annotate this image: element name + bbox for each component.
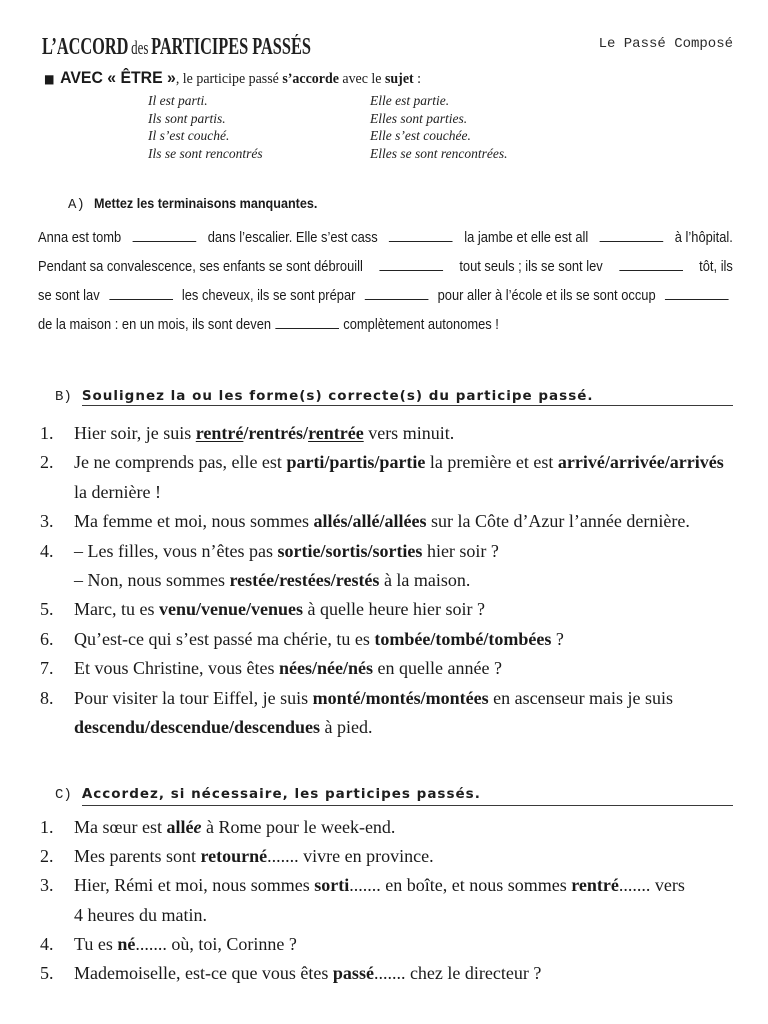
- rule-text: [60, 70, 421, 87]
- title-part: L’ACCORD: [42, 34, 129, 60]
- text-segment: la dernière !: [74, 481, 161, 502]
- exercise-item: [40, 813, 740, 842]
- exercise-item: [40, 595, 740, 624]
- bold-text: rentré: [571, 875, 619, 896]
- exercise-item: [40, 842, 740, 871]
- exercise-instruction: Soulignez la ou les forme(s) correcte(s) du participe passé.: [81, 388, 594, 404]
- item-text: [74, 537, 740, 596]
- item-number: 4.: [40, 540, 54, 561]
- item-line: [74, 684, 740, 713]
- item-line: [74, 901, 740, 930]
- exercise-label: C): [55, 787, 72, 803]
- item-text: [74, 448, 740, 507]
- text-segment: avec le: [338, 71, 385, 87]
- item-line: [74, 813, 740, 842]
- text-segment: Et vous Christine, vous êtes: [74, 658, 279, 679]
- text-segment: Ma sœur est: [74, 817, 167, 837]
- bold-text: descendu/descendue/descendues: [74, 716, 321, 737]
- blank-line: [600, 228, 664, 242]
- item-number: 3.: [40, 511, 54, 532]
- item-number: 3.: [40, 875, 54, 896]
- item-text: [74, 930, 740, 959]
- item-text: [74, 419, 740, 448]
- exercise-instruction: Accordez, si nécessaire, les participes passés.: [81, 786, 481, 802]
- exercise-item: [40, 684, 740, 743]
- underlined-answer: rentrée: [308, 423, 364, 443]
- bold-text: retourné: [200, 846, 268, 867]
- bold-text: monté/montés/montées: [312, 687, 489, 708]
- text-segment: Mademoiselle, est-ce que vous êtes: [74, 962, 333, 983]
- item-number: 1.: [40, 423, 54, 443]
- examples-masculine: [148, 92, 263, 162]
- item-line: [74, 625, 740, 654]
- text-segment: tout seuls ; ils se sont lev: [459, 258, 603, 275]
- bold-text: allés/allé/allées: [313, 511, 427, 532]
- bold-text: allé: [166, 817, 194, 837]
- text-segment: Marc, tu es: [74, 599, 159, 620]
- blank-line: [133, 228, 197, 242]
- text-segment: – Non, nous sommes: [74, 569, 230, 590]
- example-sentence: Elles sont parties.: [370, 110, 468, 126]
- paragraph-body: [38, 223, 733, 339]
- bold-text: venu/venue/venues: [158, 599, 304, 620]
- item-line: [74, 871, 740, 900]
- example-sentence: Elle est partie.: [370, 93, 450, 108]
- bold-text: né: [117, 933, 136, 954]
- text-segment: Anna est tomb: [38, 229, 122, 246]
- text-segment: Je ne comprends pas, elle est: [74, 452, 287, 473]
- text-segment: en quelle année ?: [373, 658, 502, 679]
- item-line: [74, 842, 740, 871]
- item-line: [74, 537, 740, 566]
- exercise-item: [40, 507, 740, 536]
- paragraph-line: [38, 281, 733, 310]
- examples-feminine: [370, 92, 507, 162]
- title-part: des: [131, 38, 149, 59]
- grammar-rule: [44, 68, 421, 89]
- rule-emphasis: AVEC « ÊTRE »: [60, 68, 176, 87]
- bold-text: passé: [332, 962, 374, 983]
- blank-line: [379, 257, 443, 271]
- text-segment: , le participe passé: [175, 71, 283, 87]
- title-part: PARTICIPES PASSÉS: [151, 34, 311, 60]
- item-line: [74, 595, 740, 624]
- bold-text: restée/restées/restés: [229, 569, 380, 590]
- item-text: [74, 813, 740, 842]
- text-segment: les cheveux, ils se sont prépar: [181, 287, 356, 304]
- item-text: [74, 684, 740, 743]
- heading-underline: [82, 405, 733, 406]
- bold-text: sortie/sortis/sorties: [277, 540, 423, 561]
- bold-text: s’accorde: [282, 71, 339, 87]
- blank-line: [109, 286, 173, 300]
- text-segment: ....... chez le directeur ?: [373, 962, 542, 983]
- square-bullet-icon: ■: [44, 72, 55, 86]
- text-segment: à quelle heure hier soir ?: [303, 599, 485, 620]
- item-line: [74, 959, 740, 988]
- text-segment: tôt, ils: [699, 258, 733, 275]
- exercise-instruction: Mettez les terminaisons manquantes.: [93, 195, 318, 211]
- text-segment: Pour visiter la tour Eiffel, je suis: [74, 687, 313, 708]
- item-text: [74, 595, 740, 624]
- blank-line: [275, 315, 339, 329]
- text-segment: à l’hôpital.: [674, 229, 733, 246]
- text-segment: à la maison.: [379, 569, 471, 590]
- text-segment: Ma femme et moi, nous sommes: [74, 511, 314, 532]
- bold-text: sujet: [384, 71, 414, 87]
- paragraph-line: [38, 252, 733, 281]
- item-line: [74, 478, 740, 507]
- item-number: 8.: [40, 687, 54, 708]
- exercise-c-heading: [55, 784, 481, 805]
- exercise-b-heading: [55, 386, 594, 407]
- item-text: [74, 654, 740, 683]
- bold-text: sorti: [314, 875, 350, 896]
- bold-text: arrivé/arrivée/arrivés: [557, 452, 724, 473]
- heading-underline: [82, 805, 733, 806]
- exercise-item: [40, 448, 740, 507]
- item-number: 5.: [40, 962, 54, 983]
- text-segment: ....... vivre en province.: [267, 846, 434, 867]
- bold-text: tombée/tombé/tombées: [374, 628, 552, 649]
- text-segment: Hier, Rémi et moi, nous sommes: [74, 875, 315, 896]
- bold-text: nées/née/nés: [279, 658, 373, 679]
- item-number: 2.: [40, 846, 54, 867]
- exercise-item: [40, 930, 740, 959]
- item-line: [74, 654, 740, 683]
- item-number: 2.: [40, 452, 54, 473]
- item-line: [74, 713, 740, 742]
- text-segment: ....... vers: [618, 875, 685, 896]
- chapter-label: Le Passé Composé: [598, 36, 733, 52]
- item-text: [74, 959, 740, 988]
- text-segment: pour aller à l’école et ils se sont occup: [437, 287, 656, 304]
- text-segment: sur la Côte d’Azur l’année dernière.: [426, 511, 690, 532]
- exercise-c-list: [40, 813, 740, 988]
- example-sentence: Elle s’est couchée.: [370, 128, 471, 143]
- item-text: [74, 842, 740, 871]
- exercise-label: A): [68, 197, 85, 213]
- exercise-item: [40, 959, 740, 988]
- text-segment: en ascenseur mais je suis: [488, 687, 674, 708]
- exercise-item: [40, 537, 740, 596]
- example-sentence: Elles se sont rencontrées.: [370, 145, 508, 161]
- item-number: 7.: [40, 658, 54, 679]
- text-segment: à Rome pour le week-end.: [201, 817, 396, 837]
- text-segment: à pied.: [320, 716, 373, 737]
- exercise-b-list: [40, 419, 740, 742]
- text-segment: la jambe et elle est all: [464, 229, 589, 246]
- text-segment: dans l’escalier. Elle s’est cass: [207, 229, 378, 246]
- underlined-answer: rentré: [195, 423, 244, 443]
- item-text: [74, 871, 740, 929]
- text-segment: ....... où, toi, Corinne ?: [135, 933, 297, 954]
- blank-line: [665, 286, 729, 300]
- text-segment: ?: [551, 628, 564, 649]
- text-segment: la première et est: [425, 452, 558, 473]
- paragraph-line: [38, 310, 733, 339]
- text-segment: Qu’est-ce qui s’est passé ma chérie, tu es: [74, 628, 375, 649]
- exercise-a-paragraph: [38, 223, 738, 343]
- text-segment: Hier soir, je suis: [74, 423, 196, 443]
- exercise-item: [40, 625, 740, 654]
- exercise-a-heading: [68, 193, 342, 215]
- exercise-item: [40, 419, 740, 448]
- text-segment: 4 heures du matin.: [74, 904, 207, 925]
- bold-text: e: [193, 817, 202, 837]
- text-segment: vers minuit.: [363, 423, 455, 443]
- text-segment: Pendant sa convalescence, ses enfants se sont débrouill: [38, 258, 363, 275]
- item-number: 6.: [40, 628, 54, 649]
- text-segment: se sont lav: [38, 287, 100, 304]
- paragraph-line: [38, 223, 733, 252]
- worksheet-title: [42, 32, 311, 65]
- bold-text: /rentrés/: [243, 423, 309, 443]
- item-text: [74, 507, 740, 536]
- item-number: 1.: [40, 817, 54, 837]
- blank-line: [619, 257, 683, 271]
- item-line: [74, 566, 740, 595]
- bold-text: parti/partis/partie: [286, 452, 426, 473]
- exercise-item: [40, 871, 740, 929]
- exercise-label: B): [55, 389, 72, 405]
- exercise-item: [40, 654, 740, 683]
- example-sentence: Il s’est couché.: [148, 128, 230, 143]
- text-segment: complètement autonomes !: [343, 316, 499, 333]
- example-sentence: Il est parti.: [148, 93, 208, 108]
- item-line: [74, 419, 740, 448]
- example-sentence: Ils sont partis.: [148, 110, 226, 126]
- item-line: [74, 448, 740, 477]
- blank-line: [365, 286, 429, 300]
- blank-line: [389, 228, 453, 242]
- text-segment: ....... en boîte, et nous sommes: [349, 875, 572, 896]
- text-segment: – Les filles, vous n’êtes pas: [74, 540, 278, 561]
- item-number: 4.: [40, 933, 54, 954]
- text-segment: hier soir ?: [422, 540, 499, 561]
- item-line: [74, 930, 740, 959]
- item-number: 5.: [40, 599, 54, 620]
- text-segment: Tu es: [74, 933, 118, 954]
- item-text: [74, 625, 740, 654]
- text-segment: Mes parents sont: [74, 846, 201, 867]
- text-segment: :: [413, 71, 422, 87]
- example-sentence: Ils se sont rencontrés: [148, 145, 263, 161]
- item-line: [74, 507, 740, 536]
- text-segment: de la maison : en un mois, ils sont deven: [38, 316, 272, 333]
